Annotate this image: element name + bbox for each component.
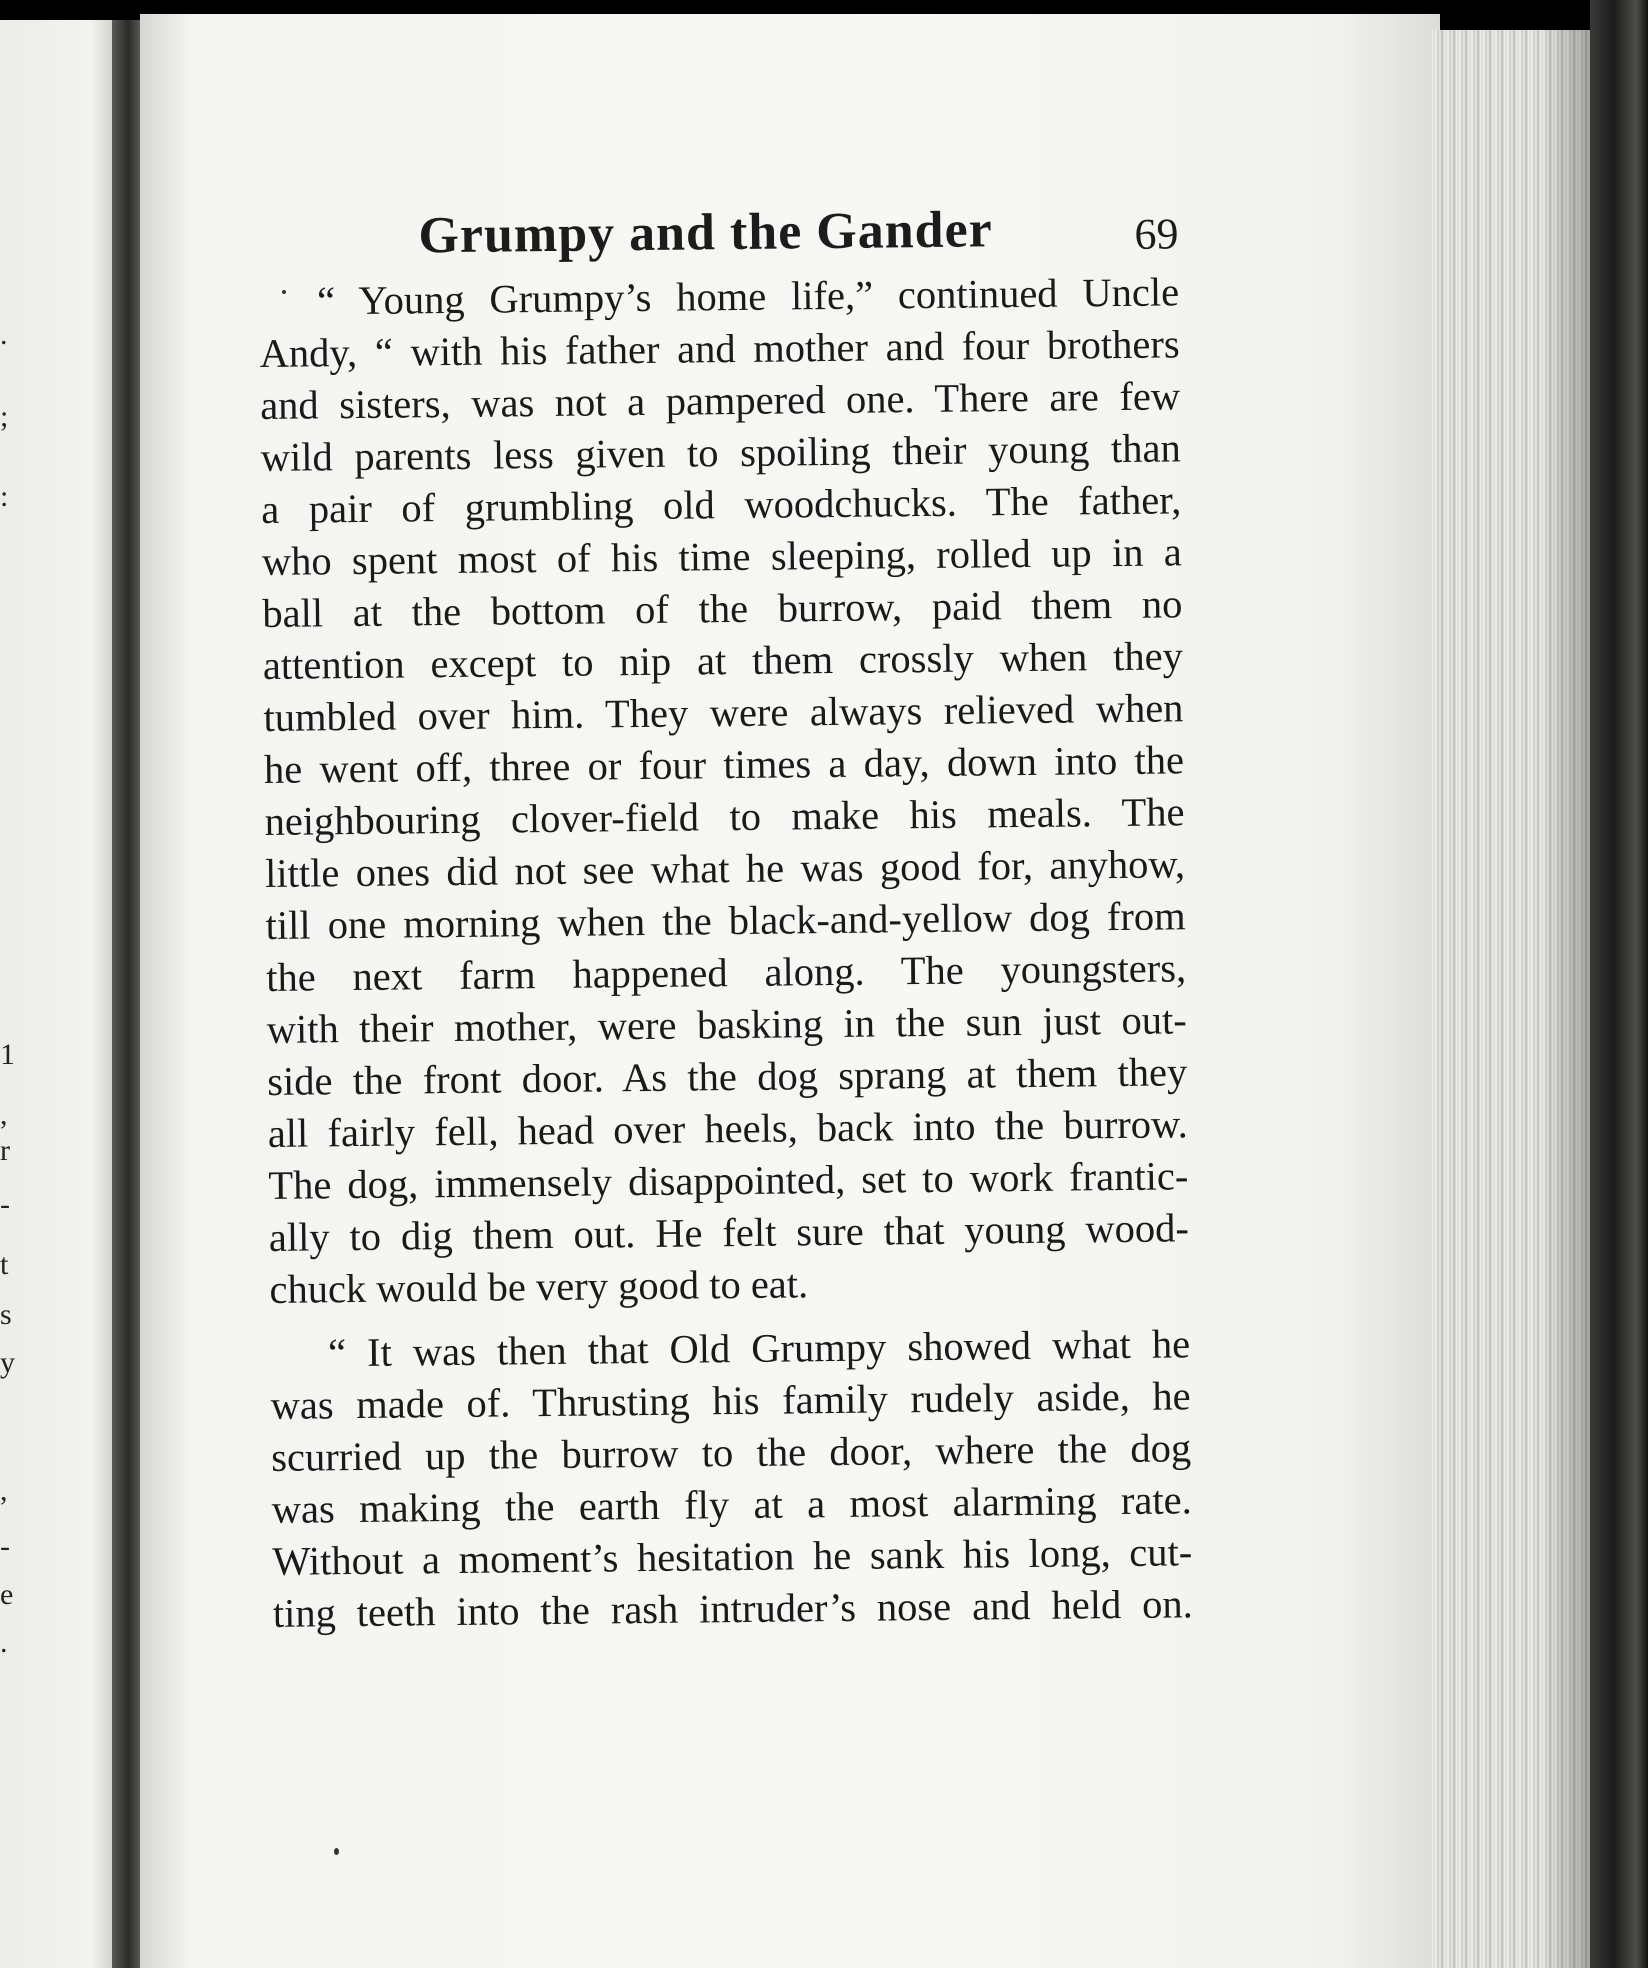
paragraph: [270, 1318, 1193, 1640]
text-line: Without a moment’s hesitation he sank his long, cut-: [272, 1529, 1193, 1584]
text-line: till one morning when the black-and-yellow dog from: [265, 893, 1186, 948]
ink-speck: [282, 290, 286, 294]
left-margin-char: :: [0, 480, 9, 513]
text-line: “ Young Grumpy’s home life,” continued Uncle: [316, 269, 1180, 324]
text-line: ally to dig them out. He felt sure that young wood-: [268, 1205, 1190, 1260]
text-line: he went off, three or four times a day, down into the: [263, 737, 1185, 792]
text-line: scurried up the burrow to the door, where the dog: [270, 1425, 1192, 1480]
left-margin-char: -: [0, 1530, 10, 1563]
left-page-cut-text: [0, 20, 20, 1968]
text-line: ting teeth into the rash intruder’s nose and held on.: [272, 1581, 1194, 1636]
left-margin-char: ;: [0, 400, 9, 433]
running-head: [258, 186, 1179, 276]
text-line: attention except to nip at them crossly when they: [262, 633, 1184, 688]
left-margin-char: -: [0, 1188, 10, 1221]
book-binding: [1590, 0, 1648, 1968]
text-line: side the front door. As the dog sprang at them they: [267, 1049, 1188, 1104]
left-page-edge: [0, 20, 130, 1968]
left-margin-char: e: [0, 1578, 14, 1611]
paragraph: [259, 266, 1190, 1316]
page-number: 69: [1134, 209, 1179, 259]
left-margin-char: ,: [0, 1474, 8, 1507]
left-margin-char: r: [0, 1134, 10, 1167]
ink-speck: [334, 1848, 339, 1855]
text-line: all fairly fell, head over heels, back into the burrow.: [267, 1101, 1189, 1156]
text-line: and sisters, was not a pampered one. There are few: [259, 373, 1181, 428]
left-margin-char: s: [0, 1298, 12, 1331]
left-margin-char: t: [0, 1248, 9, 1281]
text-line: Andy, “ with his father and mother and four brothers: [259, 321, 1180, 376]
text-line: was made of. Thrusting his family rudely aside, he: [270, 1373, 1191, 1428]
left-margin-char: y: [0, 1346, 15, 1379]
text-line: ball at the bottom of the burrow, paid them no: [262, 581, 1183, 636]
left-margin-char: .: [0, 318, 8, 351]
text-line: The dog, immensely disappointed, set to work frantic-: [268, 1153, 1189, 1208]
text-line: a pair of grumbling old woodchucks. The father,: [261, 477, 1182, 532]
chapter-title: Grumpy and the Gander: [418, 201, 993, 265]
text-line: was making the earth fly at a most alarming rate.: [271, 1477, 1192, 1532]
left-margin-char: .: [0, 1626, 8, 1659]
page-text-block: [258, 186, 1193, 1640]
text-line: neighbouring clover-field to make his meals. The: [264, 789, 1185, 844]
text-line: tumbled over him. They were always relieved when: [263, 685, 1184, 740]
text-line: little ones did not see what he was good for, anyhow,: [264, 841, 1186, 896]
text-line: chuck would be very good to eat.: [269, 1261, 809, 1312]
left-margin-char: 1: [0, 1038, 15, 1071]
text-line: the next farm happened along. The youngsters,: [265, 945, 1187, 1000]
text-line: “ It was then that Old Grumpy showed what he: [327, 1321, 1191, 1376]
left-margin-char: ,: [0, 1098, 8, 1131]
text-line: wild parents less given to spoiling their young than: [260, 425, 1181, 480]
text-line: with their mother, were basking in the sun just out-: [266, 997, 1187, 1052]
text-line: who spent most of his time sleeping, rolled up in a: [261, 529, 1183, 584]
